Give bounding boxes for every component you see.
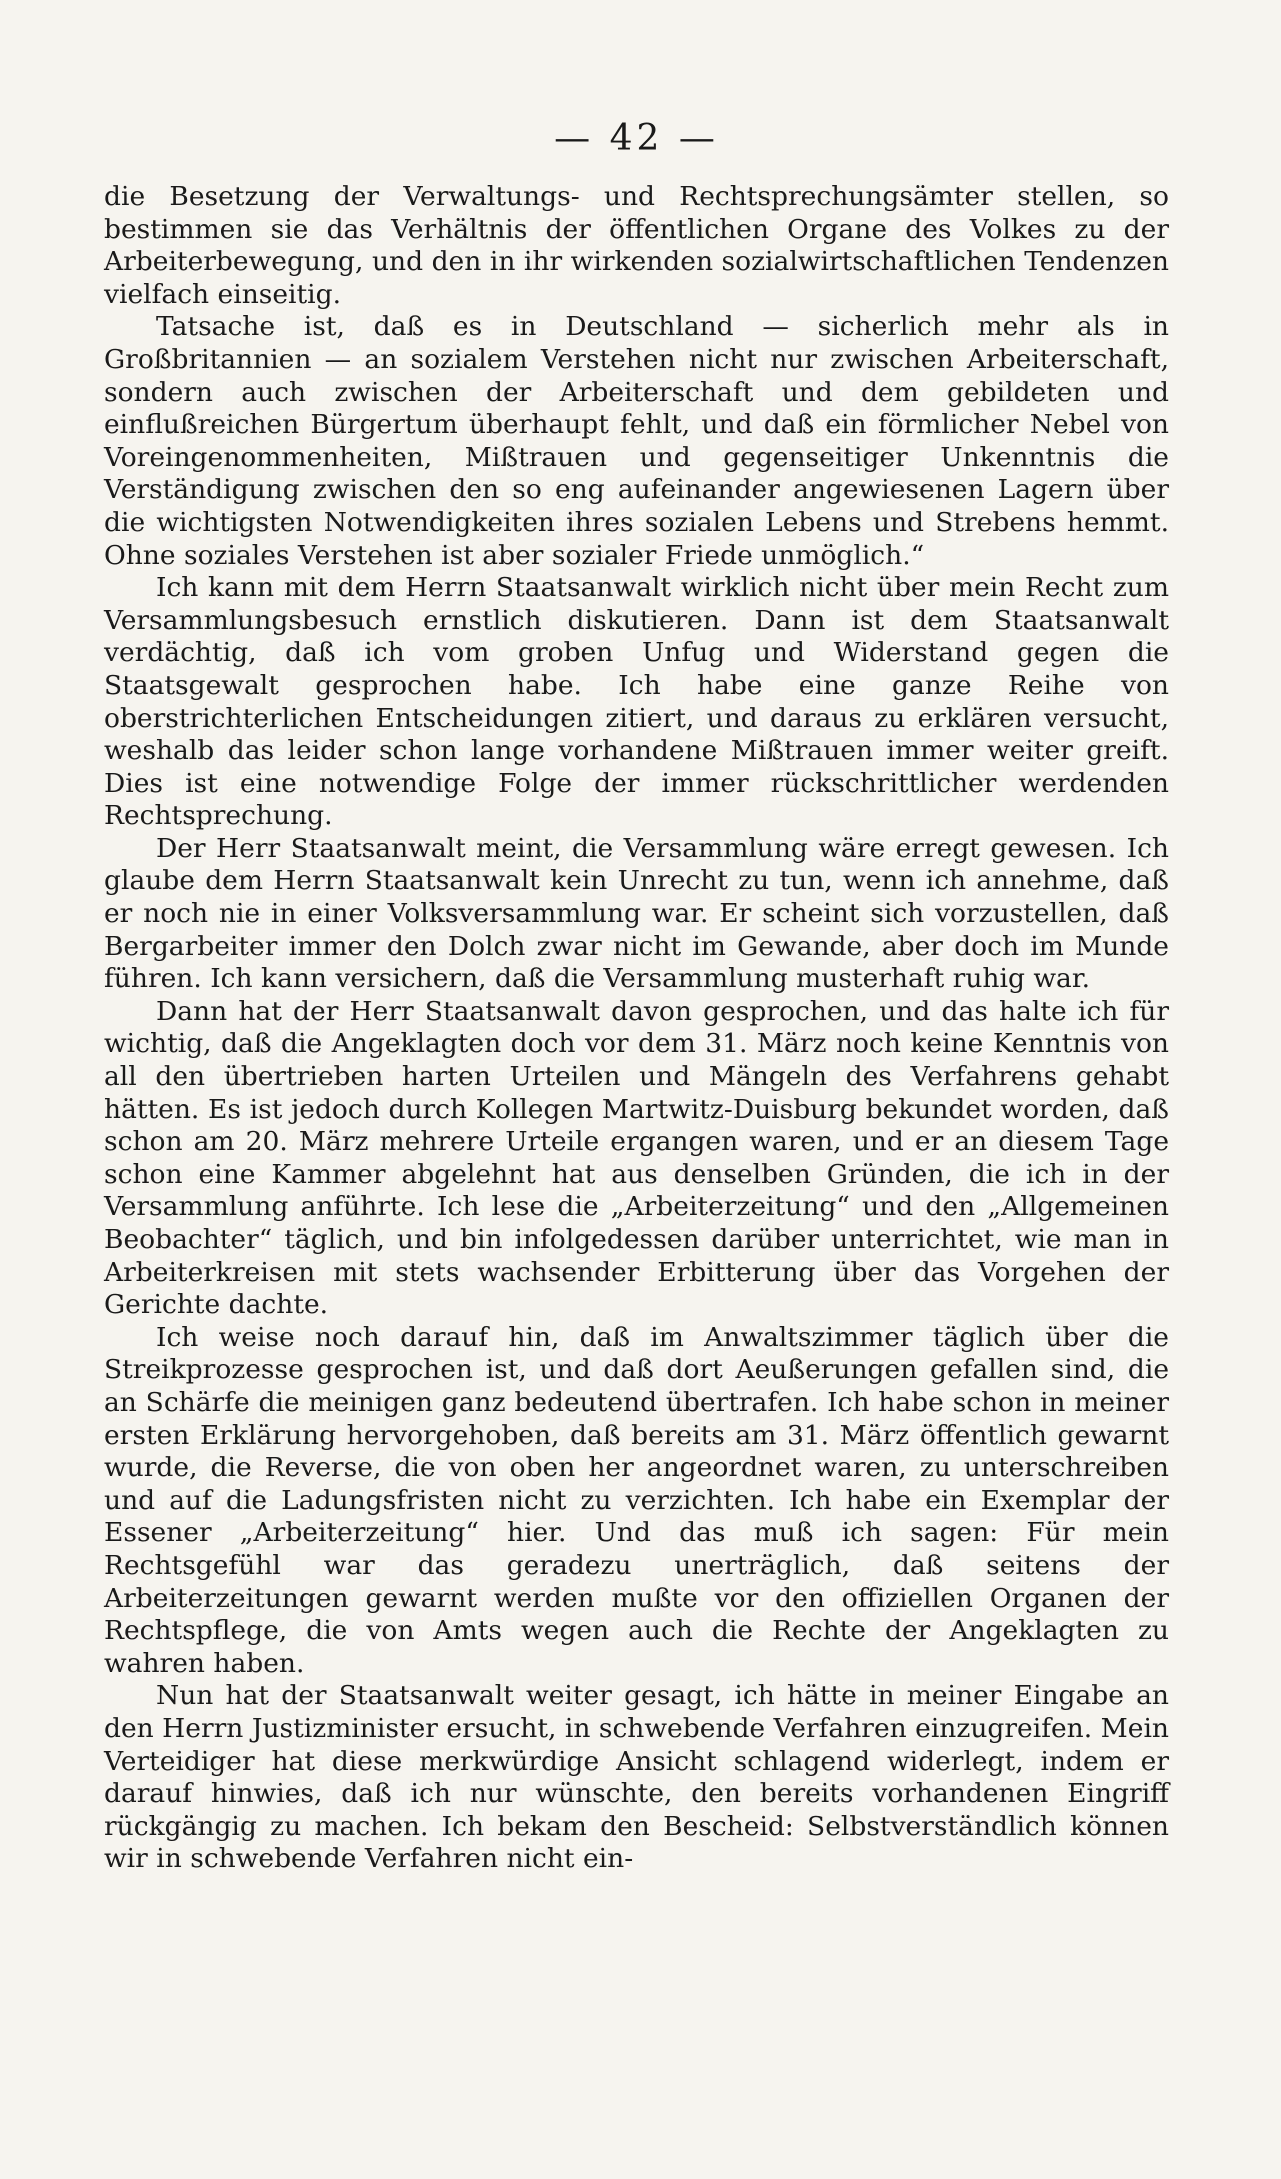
paragraph-1: die Besetzung der Verwaltungs- und Rechtsprechungsämter stellen, so bestimmen sie das Verhältnis der öffentlichen Organe des Volkes zu der Arbeiterbewegung, und den in ihr wirkenden sozialwirtschaftlichen Tendenzen vielfach einseitig.	[104, 181, 1169, 310]
paragraph-2: Tatsache ist, daß es in Deutschland — sicherlich mehr als in Großbritannien — an sozialem Verstehen nicht nur zwischen Arbeiterschaft, sondern auch zwischen der Arbeiterschaft und dem gebildeten und einflußreichen Bürgertum überhaupt fehlt, und daß ein förmlicher Nebel von Voreingenommenheiten, Mißtrauen und gegenseitiger Unkenntnis die Verständigung zwischen den so eng aufeinander angewiesenen Lagern über die wichtigsten Notwendigkeiten ihres sozialen Lebens und Strebens hemmt. Ohne soziales Verstehen ist aber sozialer Friede unmöglich.“	[104, 311, 1169, 571]
page-number: — 42 —	[554, 118, 719, 159]
paragraph-4: Der Herr Staatsanwalt meint, die Versammlung wäre erregt gewesen. Ich glaube dem Herrn Staatsanwalt kein Unrecht zu tun, wenn ich annehme, daß er noch nie in einer Volksversammlung war. Er scheint sich vorzustellen, daß Bergarbeiter immer den Dolch zwar nicht im Gewande, aber doch im Munde führen. Ich kann versichern, daß die Versammlung musterhaft ruhig war.	[104, 832, 1169, 995]
paragraph-6: Ich weise noch darauf hin, daß im Anwaltszimmer täglich über die Streikprozesse gesprochen ist, und daß dort Aeußerungen gefallen sind, die an Schärfe die meinigen ganz bedeutend übertrafen. Ich habe schon in meiner ersten Erklärung hervorgehoben, daß bereits am 31. März öffentlich gewarnt wurde, die Reverse, die von oben her angeordnet waren, zu unterschreiben und auf die Ladungsfristen nicht zu verzichten. Ich habe ein Exemplar der Essener „Arbeiterzeitung“ hier. Und das muß ich sagen: Für mein Rechtsgefühl war das geradezu unerträglich, daß seitens der Arbeiterzeitungen gewarnt werden mußte vor den offiziellen Organen der Rechtspflege, die von Amts wegen auch die Rechte der Angeklagten zu wahren haben.	[104, 1321, 1169, 1679]
paragraph-3: Ich kann mit dem Herrn Staatsanwalt wirklich nicht über mein Recht zum Versammlungsbesuch ernstlich diskutieren. Dann ist dem Staatsanwalt verdächtig, daß ich vom groben Unfug und Widerstand gegen die Staatsgewalt gesprochen habe. Ich habe eine ganze Reihe von oberstrichterlichen Entscheidungen zitiert, und daraus zu erklären versucht, weshalb das leider schon lange vorhandene Mißtrauen immer weiter greift. Dies ist eine notwendige Folge der immer rückschrittlicher werdenden Rechtsprechung.	[104, 572, 1169, 832]
paragraph-5: Dann hat der Herr Staatsanwalt davon gesprochen, und das halte ich für wichtig, daß die Angeklagten doch vor dem 31. März noch keine Kenntnis von all den übertrieben harten Urteilen und Mängeln des Verfahrens gehabt hätten. Es ist jedoch durch Kollegen Martwitz-Duisburg bekundet worden, daß schon am 20. März mehrere Urteile ergangen waren, und er an diesem Tage schon eine Kammer abgelehnt hat aus denselben Gründen, die ich in der Versammlung anführte. Ich lese die „Arbeiterzeitung“ und den „Allgemeinen Beobachter“ täglich, und bin infolgedessen darüber unterrichtet, wie man in Arbeiterkreisen mit stets wachsender Erbitterung über das Vorgehen der Gerichte dachte.	[104, 995, 1169, 1321]
paragraph-7: Nun hat der Staatsanwalt weiter gesagt, ich hätte in meiner Eingabe an den Herrn Justizminister ersucht, in schwebende Verfahren einzugreifen. Mein Verteidiger hat diese merkwürdige Ansicht schlagend widerlegt, indem er darauf hinwies, daß ich nur wünschte, den bereits vorhandenen Eingriff rückgängig zu machen. Ich bekam den Bescheid: Selbstverständlich können wir in schwebende Verfahren nicht ein-	[104, 1680, 1169, 1875]
